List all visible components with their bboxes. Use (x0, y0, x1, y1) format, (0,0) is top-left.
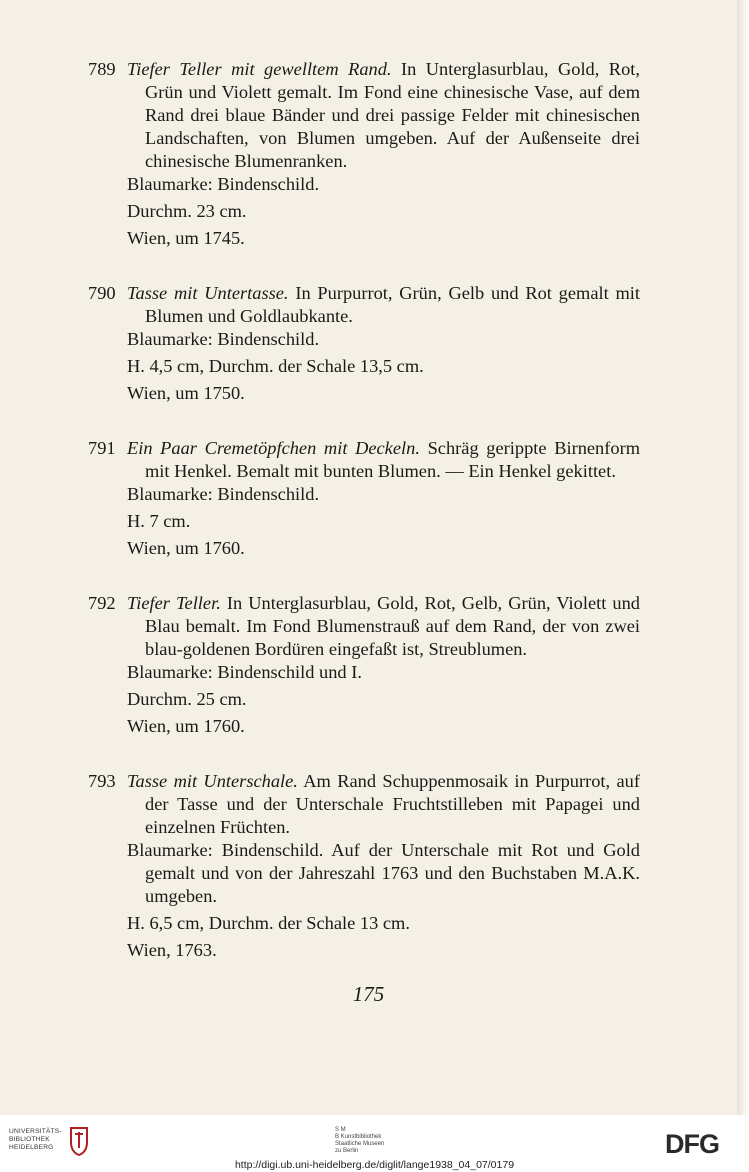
entry-description (88, 770, 640, 839)
entry-title: Tiefer Teller. (127, 593, 221, 613)
entry-description (88, 437, 640, 483)
page-number: 175 (352, 982, 385, 1006)
entry-size: Durchm. 23 cm. (127, 201, 247, 221)
entry-origin: Wien, 1763. (127, 940, 217, 960)
university-logo-text: UNIVERSITÄTS- BIBLIOTHEK HEIDELBERG (9, 1128, 62, 1151)
library-stamp: S M B Kunstbibliothek Staatliche Museen zu Berlin (335, 1127, 385, 1154)
entry-description (88, 58, 640, 173)
entry-size: Durchm. 25 cm. (127, 689, 247, 709)
catalog-entry (88, 58, 640, 250)
entry-number: 790 (88, 283, 116, 303)
entry-size: H. 4,5 cm, Durchm. der Schale 13,5 cm. (127, 356, 424, 376)
entry-text: In Purpurrot, Grün, Gelb und Rot gemalt mit Blumen und Goldlaubkante. (145, 283, 640, 326)
entry-origin: Wien, um 1760. (127, 716, 245, 736)
catalog-entry (88, 770, 640, 962)
entry-size: H. 7 cm. (127, 511, 191, 531)
entry-number: 791 (88, 438, 116, 458)
heidelberg-seal-icon (68, 1126, 90, 1156)
dfg-logo: DFG (665, 1129, 719, 1159)
entry-origin: Wien, um 1750. (127, 383, 245, 403)
catalog-entry (88, 592, 640, 738)
entry-origin: Wien, um 1745. (127, 228, 245, 248)
entry-mark: Blaumarke: Bindenschild. (127, 329, 320, 349)
entry-mark: Blaumarke: Bindenschild und I. (127, 662, 362, 682)
catalog-entry (88, 437, 640, 560)
entry-text: In Unterglasurblau, Gold, Rot, Gelb, Grün, Violett und Blau bemalt. Im Fond Blumenstrauß auf dem Rand, der von zwei blau-goldenen Bordüren eingefaßt ist, Streublumen. (145, 593, 640, 659)
entry-description (88, 282, 640, 328)
entry-text: Am Rand Schuppenmosaik in Purpurrot, auf der Tasse und der Unterschale Fruchtstilleben mit Papagei und einzelnen Früchten. (145, 771, 640, 837)
entry-description (88, 592, 640, 661)
entry-mark: Blaumarke: Bindenschild. (127, 484, 320, 504)
entry-title: Ein Paar Cremetöpfchen mit Deckeln. (127, 438, 420, 458)
entry-number: 793 (88, 771, 116, 791)
catalog-entry (88, 282, 640, 405)
entry-title: Tasse mit Unterschale. (127, 771, 298, 791)
viewer-footer (0, 1115, 749, 1172)
entry-text: Schräg gerippte Birnenform mit Henkel. Bemalt mit bunten Blumen. — Ein Henkel gekittet. (145, 438, 640, 481)
entry-title: Tiefer Teller mit gewelltem Rand. (127, 59, 392, 79)
entry-mark: Blaumarke: Bindenschild. Auf der Unterschale mit Rot und Gold gemalt und von der Jahreszahl 1763 und den Buchstaben M.A.K. umgeben. (127, 840, 640, 906)
entry-text: In Unterglasurblau, Gold, Rot, Grün und Violett gemalt. Im Fond eine chinesische Vase, auf dem Rand drei blaue Bänder und drei passige Felder mit chinesischen Landschaften, von Blumen umgeben. Auf der Außenseite drei chinesische Blumenranken. (145, 59, 640, 171)
entry-mark: Blaumarke: Bindenschild. (127, 174, 320, 194)
catalog-entries (88, 58, 640, 994)
entry-size: H. 6,5 cm, Durchm. der Schale 13 cm. (127, 913, 410, 933)
page-edge (737, 0, 749, 1115)
source-url-link[interactable]: http://digi.ub.uni-heidelberg.de/diglit/lange1938_04_07/0179 (234, 1159, 515, 1171)
entry-title: Tasse mit Untertasse. (127, 283, 289, 303)
entry-number: 789 (88, 59, 116, 79)
entry-origin: Wien, um 1760. (127, 538, 245, 558)
entry-number: 792 (88, 593, 116, 613)
